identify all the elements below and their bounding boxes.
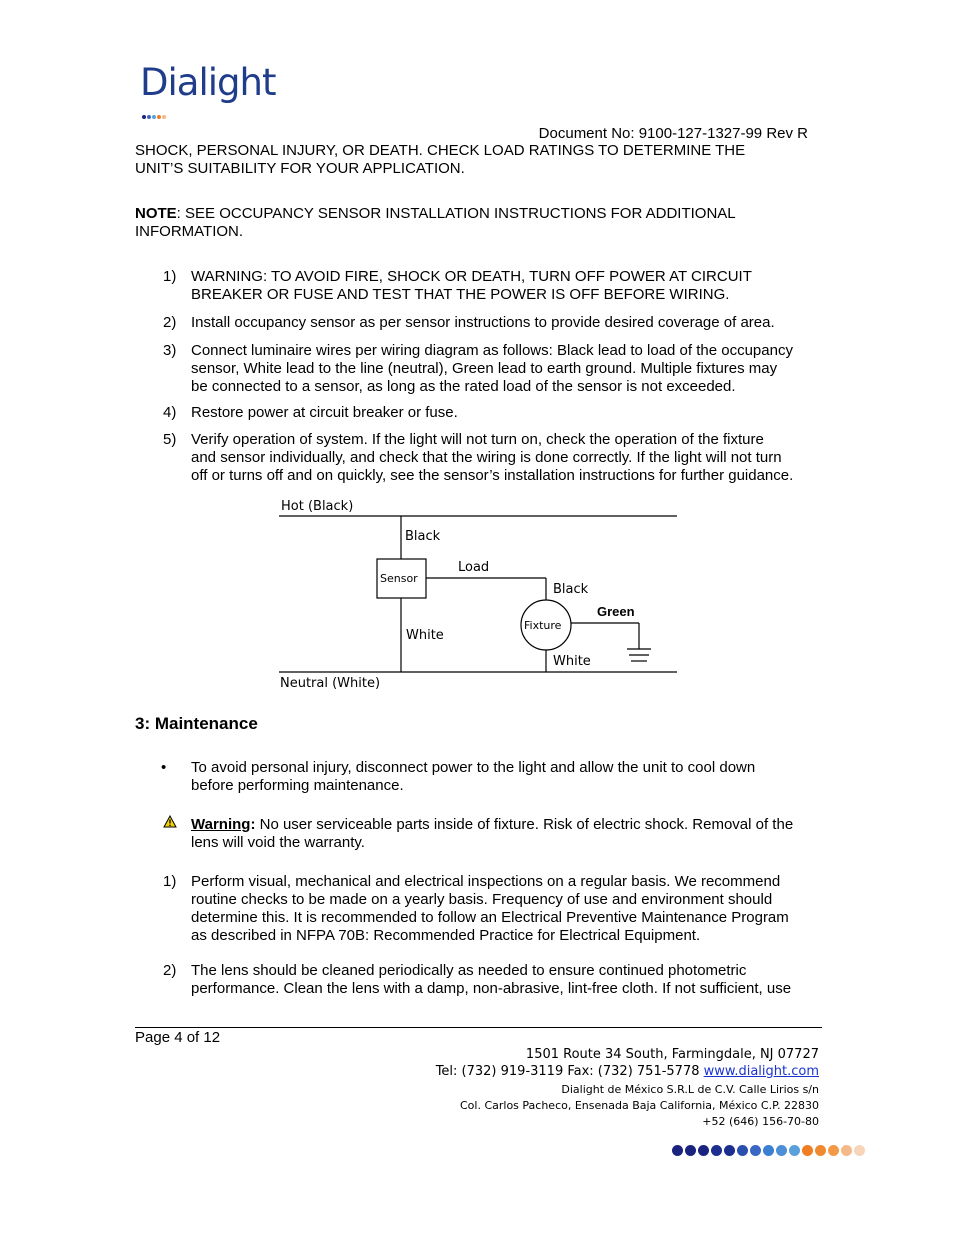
note-label: NOTE bbox=[135, 205, 177, 222]
fixture-label: Fixture bbox=[524, 619, 562, 632]
wiring-diagram bbox=[277, 495, 679, 691]
footer-dot bbox=[789, 1145, 800, 1156]
intro-line: UNIT’S SUITABILITY FOR YOUR APPLICATION. bbox=[135, 160, 465, 177]
footer-dot bbox=[776, 1145, 787, 1156]
footer-dot bbox=[711, 1145, 722, 1156]
footer-dot bbox=[854, 1145, 865, 1156]
warning-paragraph: Warning: No user serviceable parts inside of fixture. Risk of electric shock. Removal of the lens will void the warranty. bbox=[191, 816, 794, 851]
white-label: White bbox=[406, 628, 444, 643]
website-link[interactable]: www.dialight.com bbox=[703, 1064, 819, 1079]
green-label: Green bbox=[597, 604, 635, 619]
white-label: White bbox=[553, 654, 591, 669]
footer-dot bbox=[737, 1145, 748, 1156]
footer-rule bbox=[135, 1027, 822, 1028]
document-number: Document No: 9100-127-1327-99 Rev R bbox=[538, 125, 808, 142]
contact-line: Tel: (732) 919-3119 Fax: (732) 751-5778 www.dialight.com bbox=[435, 1064, 819, 1079]
intro-line: SHOCK, PERSONAL INJURY, OR DEATH. CHECK LOAD RATINGS TO DETERMINE THE bbox=[135, 142, 746, 159]
logo-text: Dialight bbox=[140, 61, 276, 104]
neutral-label: Neutral (White) bbox=[280, 676, 381, 691]
bullet-item: To avoid personal injury, disconnect power to the light and allow the unit to cool down before performing maintenance. bbox=[191, 759, 756, 794]
intro-paragraph bbox=[135, 142, 825, 178]
footer-dot bbox=[828, 1145, 839, 1156]
footer-dot bbox=[763, 1145, 774, 1156]
address-line: 1501 Route 34 South, Farmingdale, NJ 07727 bbox=[525, 1047, 819, 1062]
black-label: Black bbox=[553, 582, 589, 597]
warning-icon bbox=[163, 815, 177, 828]
phone-line: +52 (646) 156-70-80 bbox=[702, 1115, 819, 1128]
note-paragraph bbox=[135, 205, 825, 241]
footer-dot bbox=[841, 1145, 852, 1156]
hot-label: Hot (Black) bbox=[281, 499, 354, 514]
sensor-label: Sensor bbox=[380, 572, 418, 585]
address-line: Col. Carlos Pacheco, Ensenada Baja California, México C.P. 22830 bbox=[459, 1099, 819, 1112]
footer-dot bbox=[672, 1145, 683, 1156]
black-label: Black bbox=[405, 529, 441, 544]
footer-dot bbox=[802, 1145, 813, 1156]
load-label: Load bbox=[458, 560, 490, 575]
footer-dot-strip bbox=[672, 1143, 867, 1161]
address-line: Dialight de México S.R.L de C.V. Calle Lirios s/n bbox=[561, 1083, 819, 1096]
bullet: • bbox=[161, 759, 167, 776]
logo-dots bbox=[142, 106, 167, 124]
note-text: INFORMATION. bbox=[135, 223, 244, 240]
footer-dot bbox=[685, 1145, 696, 1156]
footer-dot bbox=[815, 1145, 826, 1156]
page-number: Page 4 of 12 bbox=[135, 1029, 221, 1046]
footer-dot bbox=[724, 1145, 735, 1156]
section-heading: 3: Maintenance bbox=[135, 714, 258, 733]
footer-dot bbox=[750, 1145, 761, 1156]
dialight-logo bbox=[140, 61, 276, 114]
warning-label: Warning bbox=[191, 816, 251, 833]
note-text: : SEE OCCUPANCY SENSOR INSTALLATION INSTRUCTIONS FOR ADDITIONAL bbox=[176, 205, 736, 222]
footer-dot bbox=[698, 1145, 709, 1156]
